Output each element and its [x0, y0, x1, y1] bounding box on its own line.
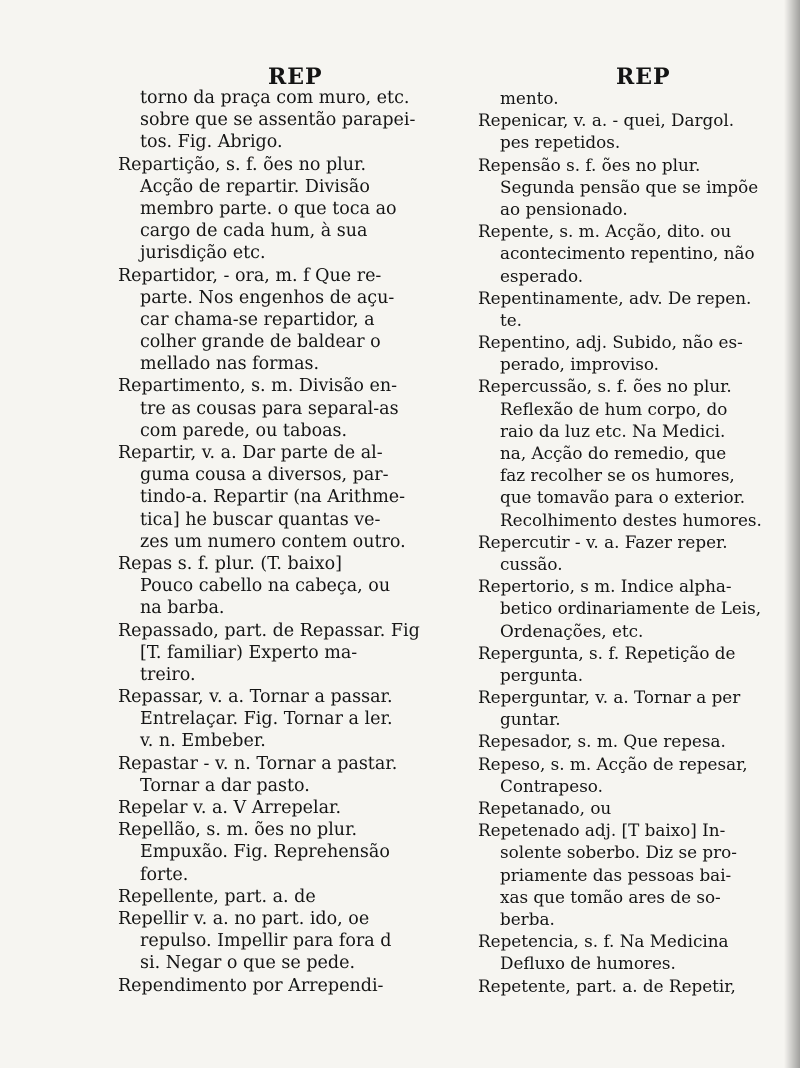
- right-column-line: Repeso, s. m. Acção de repesar,: [478, 753, 748, 774]
- left-column-line: com parede, ou taboas.: [140, 420, 348, 441]
- right-column-line: raio da luz etc. Na Medici.: [500, 420, 726, 441]
- right-column-line: Repentinamente, adv. De repen.: [478, 287, 752, 308]
- left-column-line: Repartir, v. a. Dar parte de al-: [118, 443, 383, 463]
- left-column-line: si. Negar o que se pede.: [140, 953, 356, 974]
- right-column-line: Repesador, s. m. Que repesa.: [478, 731, 726, 752]
- right-column-line: ao pensionado.: [500, 198, 628, 219]
- right-column-line: Repetanado, ou: [478, 798, 612, 818]
- left-column-line: Repas s. f. plur. (T. baixo]: [118, 553, 342, 574]
- left-column-line: Acção de repartir. Divisão: [140, 176, 370, 197]
- left-column-line: v. n. Embeber.: [140, 731, 266, 752]
- right-column-line: solente soberbo. Diz se pro-: [500, 842, 737, 863]
- left-column-line: [T. familiar) Experto ma-: [140, 642, 358, 663]
- left-column-line: Repassar, v. a. Tornar a passar.: [118, 687, 393, 708]
- left-column-line: zes um numero contem outro.: [140, 531, 406, 552]
- left-column-line: Rependimento por Arrependi-: [118, 975, 384, 996]
- right-column-line: mento.: [500, 88, 559, 108]
- right-column-line: Reperguntar, v. a. Tornar a per: [478, 687, 741, 708]
- right-column-line: Repercussão, s. f. ões no plur.: [478, 376, 732, 397]
- left-column-line: repulso. Impellir para fora d: [140, 931, 392, 952]
- right-column-line: esperado.: [500, 265, 584, 286]
- left-column-line: tos. Fig. Abrigo.: [140, 132, 283, 153]
- right-column-line: na, Acção do remedio, que: [500, 443, 727, 463]
- right-column-line: guntar.: [500, 709, 561, 730]
- right-column-line: Repenicar, v. a. - quei, Dargol.: [478, 110, 735, 131]
- right-column-line: Repercutir - v. a. Fazer reper.: [478, 531, 728, 552]
- left-column-line: torno da praça com muro, etc.: [140, 88, 410, 108]
- left-column-line: treiro.: [140, 664, 196, 685]
- left-column-line: colher grande de baldear o: [140, 332, 381, 353]
- right-column-line: pergunta.: [500, 664, 584, 685]
- right-column-line: que tomavão para o exterior.: [500, 487, 746, 508]
- right-column-line: xas que tomão ares de so-: [500, 886, 721, 907]
- left-column-header: REP: [268, 64, 323, 90]
- right-column-line: perado, improviso.: [500, 354, 659, 375]
- left-column-line: jurisdição etc.: [140, 243, 266, 264]
- left-column-line: tre as cousas para separal-as: [140, 398, 399, 419]
- right-column-line: priamente das pessoas bai-: [500, 864, 732, 885]
- left-column-line: car chama-se repartidor, a: [140, 309, 375, 330]
- right-column-line: Repente, s. m. Acção, dito. ou: [478, 221, 732, 242]
- left-column-line: Repastar - v. n. Tornar a pastar.: [118, 753, 398, 774]
- right-column-header: REP: [616, 64, 671, 90]
- right-column-line: Repergunta, s. f. Repetição de: [478, 642, 736, 663]
- left-column-line: Repellente, part. a. de: [118, 886, 316, 907]
- left-column-line: Tornar a dar pasto.: [140, 775, 310, 796]
- right-column-line: acontecimento repentino, não: [500, 243, 755, 264]
- left-column-line: parte. Nos engenhos de açu-: [140, 287, 395, 308]
- left-column-line: cargo de cada hum, à sua: [140, 221, 368, 242]
- right-column-line: pes repetidos.: [500, 132, 621, 153]
- left-column-line: Repelar v. a. V Arrepelar.: [118, 798, 342, 818]
- right-column-line: Contrapeso.: [500, 775, 603, 796]
- left-column-line: tindo-a. Repartir (na Arithme-: [140, 487, 406, 508]
- right-column-line: Repensão s. f. ões no plur.: [478, 154, 701, 175]
- left-column-line: Repartidor, - ora, m. f Que re-: [118, 265, 382, 286]
- right-column-line: Ordenações, etc.: [500, 620, 644, 641]
- left-column-line: Repartição, s. f. ões no plur.: [118, 154, 367, 175]
- left-column-line: mellado nas formas.: [140, 354, 320, 375]
- left-column-line: Repellir v. a. no part. ido, oe: [118, 908, 370, 929]
- left-column-line: guma cousa a diversos, par-: [140, 465, 389, 486]
- right-column-line: Repentino, adj. Subido, não es-: [478, 332, 743, 353]
- left-column: [118, 87, 468, 997]
- left-column-line: tica] he buscar quantas ve-: [140, 509, 381, 530]
- left-column-line: na barba.: [140, 598, 225, 619]
- right-column-line: betico ordinariamente de Leis,: [500, 598, 762, 619]
- page-edge-shadow: [784, 0, 800, 1068]
- right-column-line: cussão.: [500, 553, 563, 574]
- left-column-line: sobre que se assentão parapei-: [140, 110, 416, 131]
- right-column-line: Reflexão de hum corpo, do: [500, 398, 728, 419]
- right-column-line: te.: [500, 309, 523, 330]
- left-column-line: forte.: [140, 864, 189, 885]
- left-column-line: Entrelaçar. Fig. Tornar a ler.: [140, 709, 393, 730]
- left-column-line: membro parte. o que toca ao: [140, 198, 397, 219]
- left-column-line: Repassado, part. de Repassar. Fig: [118, 620, 420, 641]
- right-column-line: Repetencia, s. f. Na Medicina: [478, 931, 729, 952]
- right-column-line: Repetenado adj. [T baixo] In-: [478, 820, 726, 841]
- left-column-line: Repartimento, s. m. Divisão en-: [118, 376, 398, 397]
- left-column-line: Pouco cabello na cabeça, ou: [140, 576, 391, 597]
- right-column-line: Repertorio, s m. Indice alpha-: [478, 576, 732, 597]
- right-column-line: Recolhimento destes humores.: [500, 509, 762, 530]
- right-column-line: Repetente, part. a. de Repetir,: [478, 975, 736, 996]
- left-column-line: Repellão, s. m. ões no plur.: [118, 820, 358, 841]
- right-column: [478, 87, 790, 997]
- right-column-line: Defluxo de humores.: [500, 953, 676, 974]
- right-column-line: faz recolher se os humores,: [500, 465, 735, 486]
- right-column-line: Segunda pensão que se impõe: [500, 176, 759, 197]
- right-column-line: berba.: [500, 908, 555, 929]
- left-column-line: Empuxão. Fig. Reprehensão: [140, 842, 390, 863]
